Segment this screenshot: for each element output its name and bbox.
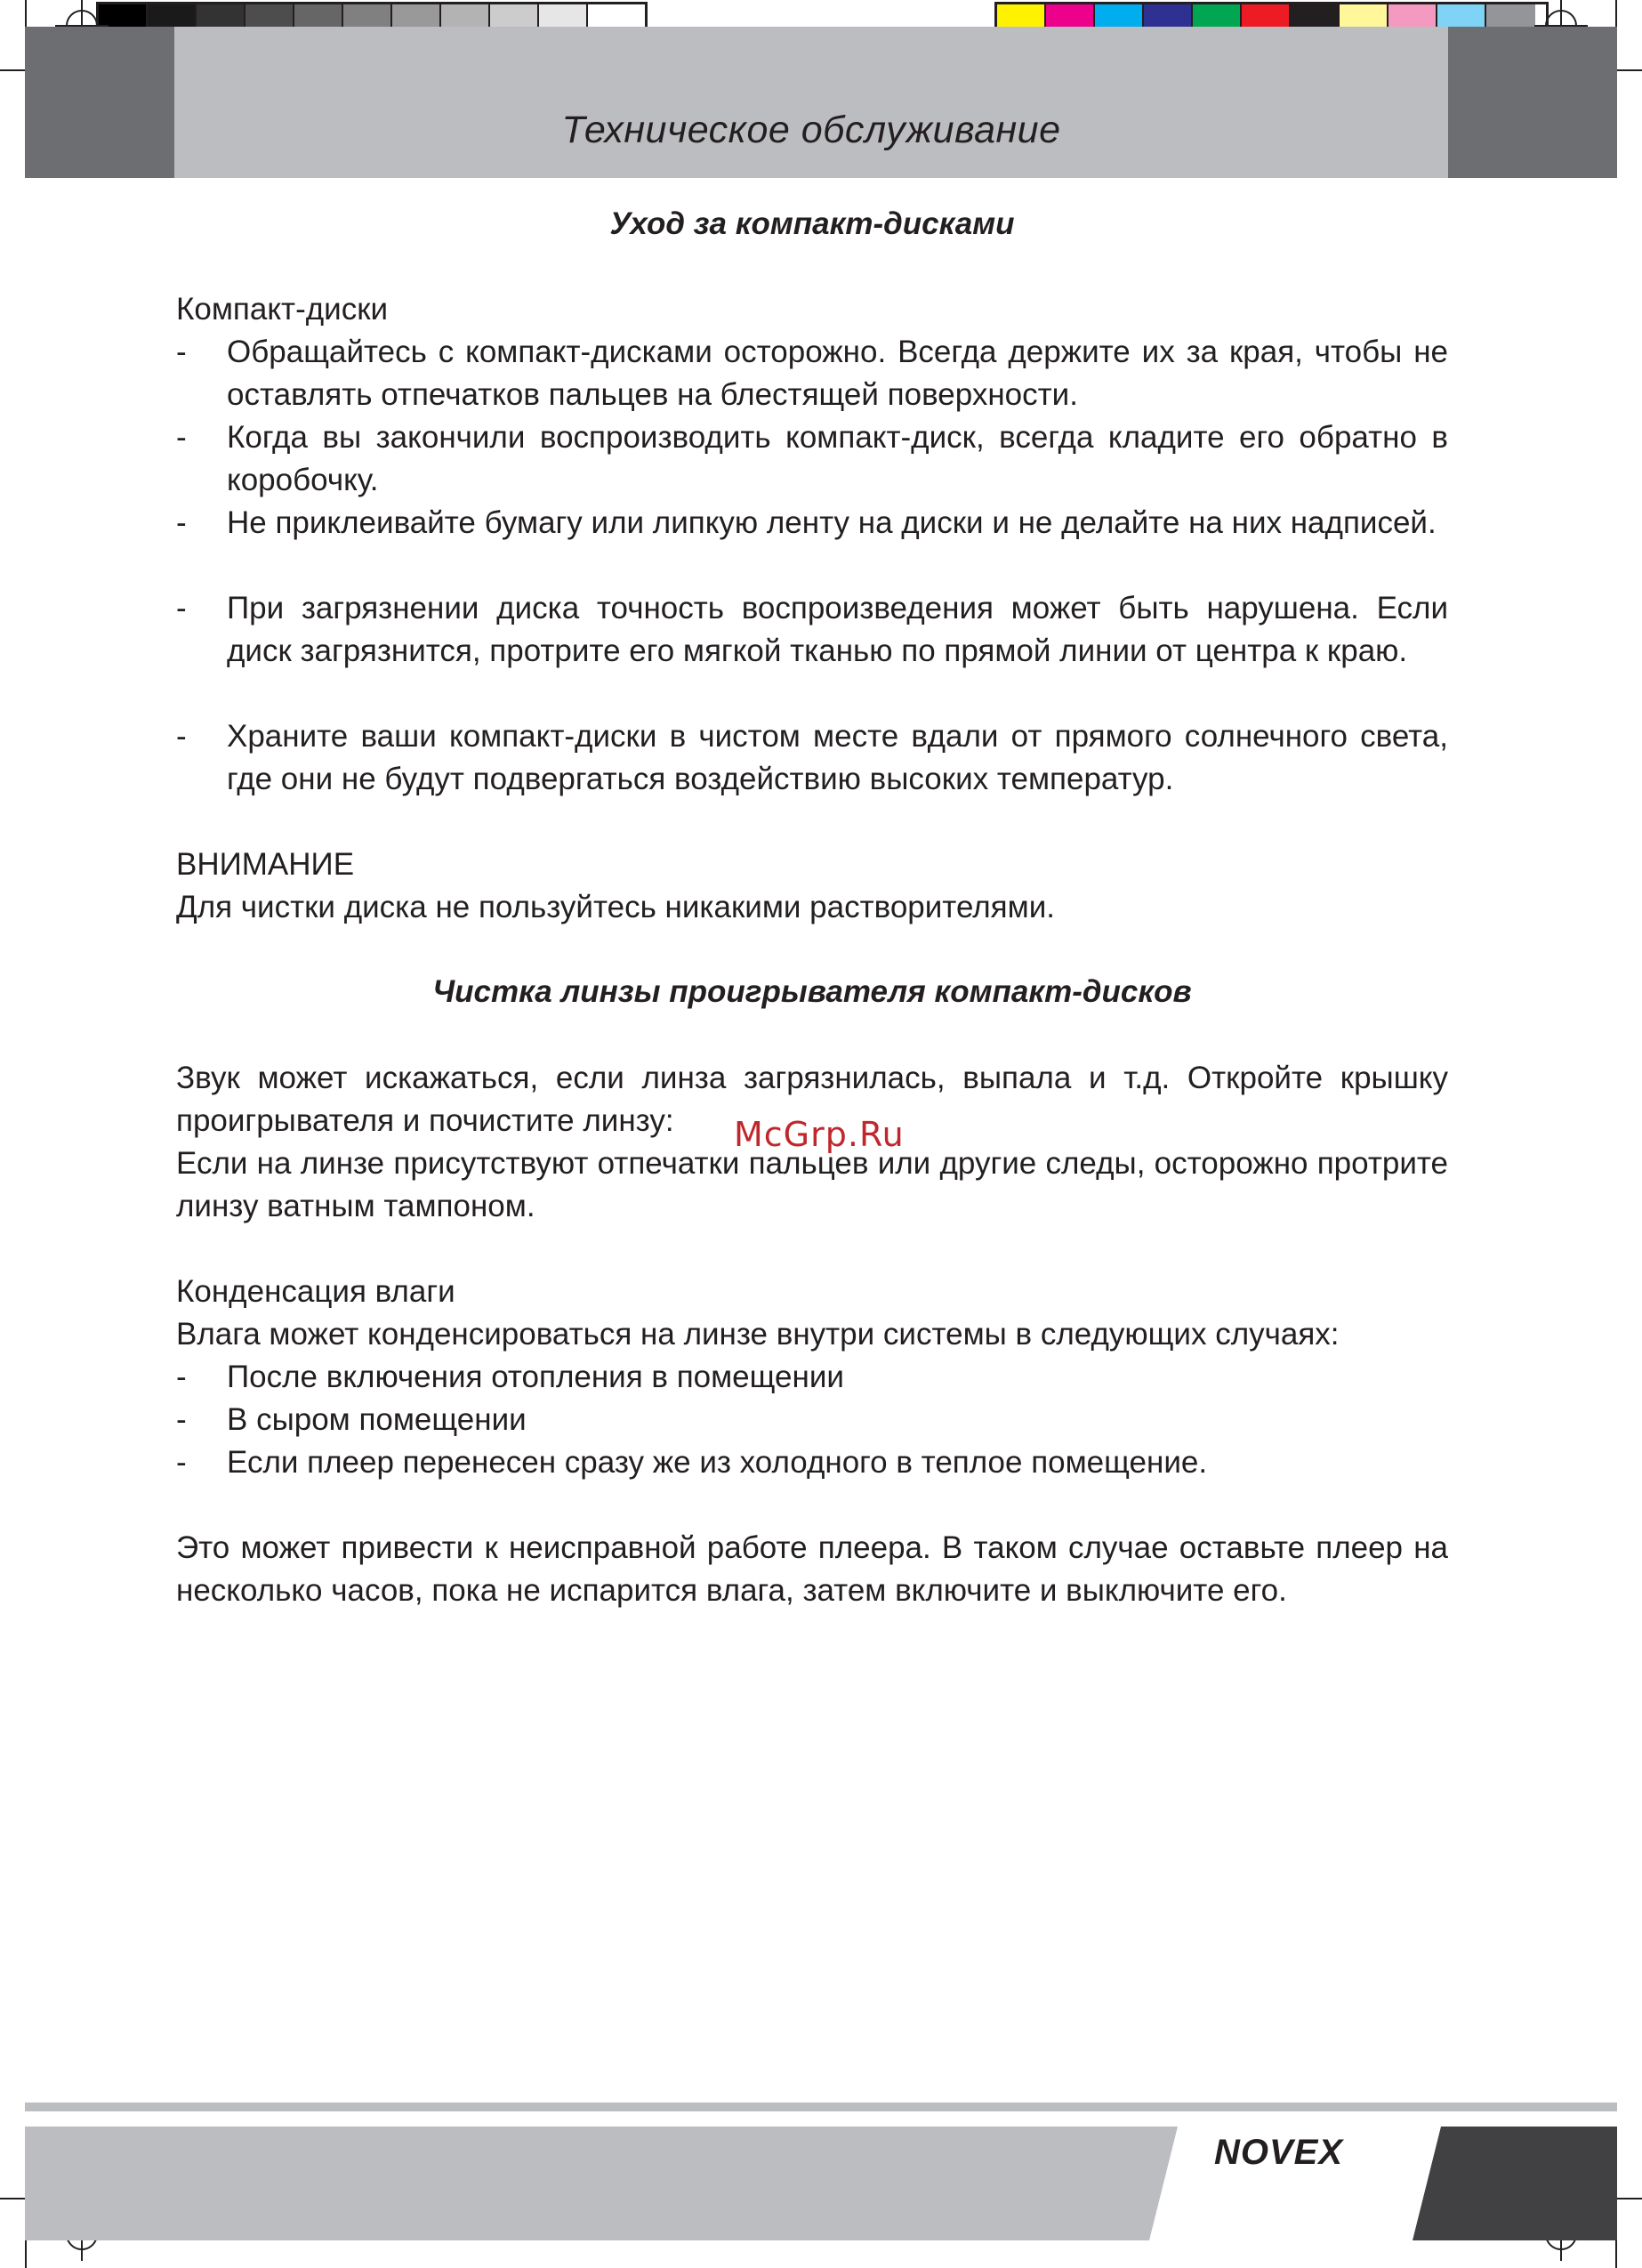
lens-paragraph: Звук может искажаться, если линза загрязнилась, выпала и т.д. Откройте крышку проигрывателя и почистите линзу: xyxy=(176,1061,1448,1138)
list-dash: - xyxy=(176,1402,187,1437)
page-title: Техническое обслуживание xyxy=(561,109,1061,151)
list-item: - Храните ваши компакт-диски в чистом месте вдали от прямого солнечного света, где они не будут подвергаться воздействию высоких температур. xyxy=(176,715,1448,801)
novex-logo: NOVEX xyxy=(1214,2133,1344,2172)
section-heading-cd-care: Уход за компакт-дисками xyxy=(609,206,1015,241)
cd-label: Компакт-диски xyxy=(176,292,389,327)
warning-text: Для чистки диска не пользуйтесь никакими растворителями. xyxy=(176,890,1055,924)
list-dash: - xyxy=(176,335,187,369)
list-item: - Когда вы закончили воспроизводить компакт-диск, всегда кладите его обратно в коробочку. xyxy=(176,416,1448,502)
list-dash: - xyxy=(176,591,187,626)
list-item: - При загрязнении диска точность воспроизведения может быть нарушена. Если диск загрязнится, протрите его мягкой тканью по прямой линии от центра к краю. xyxy=(176,587,1448,673)
watermark-text: McGrp.Ru xyxy=(734,1115,905,1154)
condensation-intro: Влага может конденсироваться на линзе внутри системы в следующих случаях: xyxy=(176,1317,1340,1352)
list-item: - В сыром помещении xyxy=(176,1399,1448,1441)
header-band-left xyxy=(25,27,174,178)
list-dash: - xyxy=(176,719,187,754)
lens-paragraph: Если на линзе присутствуют отпечатки пальцев или другие следы, осторожно протрите линзу ватным тампоном. xyxy=(176,1146,1448,1223)
section-heading-lens-cleaning: Чистка линзы проигрывателя компакт-дисков xyxy=(432,974,1192,1009)
list-item: - Не приклеивайте бумагу или липкую ленту на диски и не делайте на них надписей. xyxy=(176,502,1448,545)
list-dash: - xyxy=(176,1445,187,1480)
list-item: - Если плеер перенесен сразу же из холодного в теплое помещение. xyxy=(176,1441,1448,1484)
footer-band xyxy=(25,2127,1617,2240)
list-dash: - xyxy=(176,505,187,540)
list-dash: - xyxy=(176,1360,187,1394)
warning-title: ВНИМАНИЕ xyxy=(176,847,355,882)
footer-divider xyxy=(25,2103,1617,2111)
list-item: - После включения отопления в помещении xyxy=(176,1356,1448,1399)
list-item: - Обращайтесь с компакт-дисками осторожно. Всегда держите их за края, чтобы не оставлять отпечатков пальцев на блестящей поверхности. xyxy=(176,331,1448,416)
header-band xyxy=(174,27,1448,178)
list-dash: - xyxy=(176,420,187,455)
condensation-closing: Это может привести к неисправной работе плеера. В таком случае оставьте плеер на несколько часов, пока не испарится влага, затем включите и выключите его. xyxy=(176,1530,1448,1608)
condensation-label: Конденсация влаги xyxy=(176,1274,455,1309)
header-band-right xyxy=(1448,27,1617,178)
